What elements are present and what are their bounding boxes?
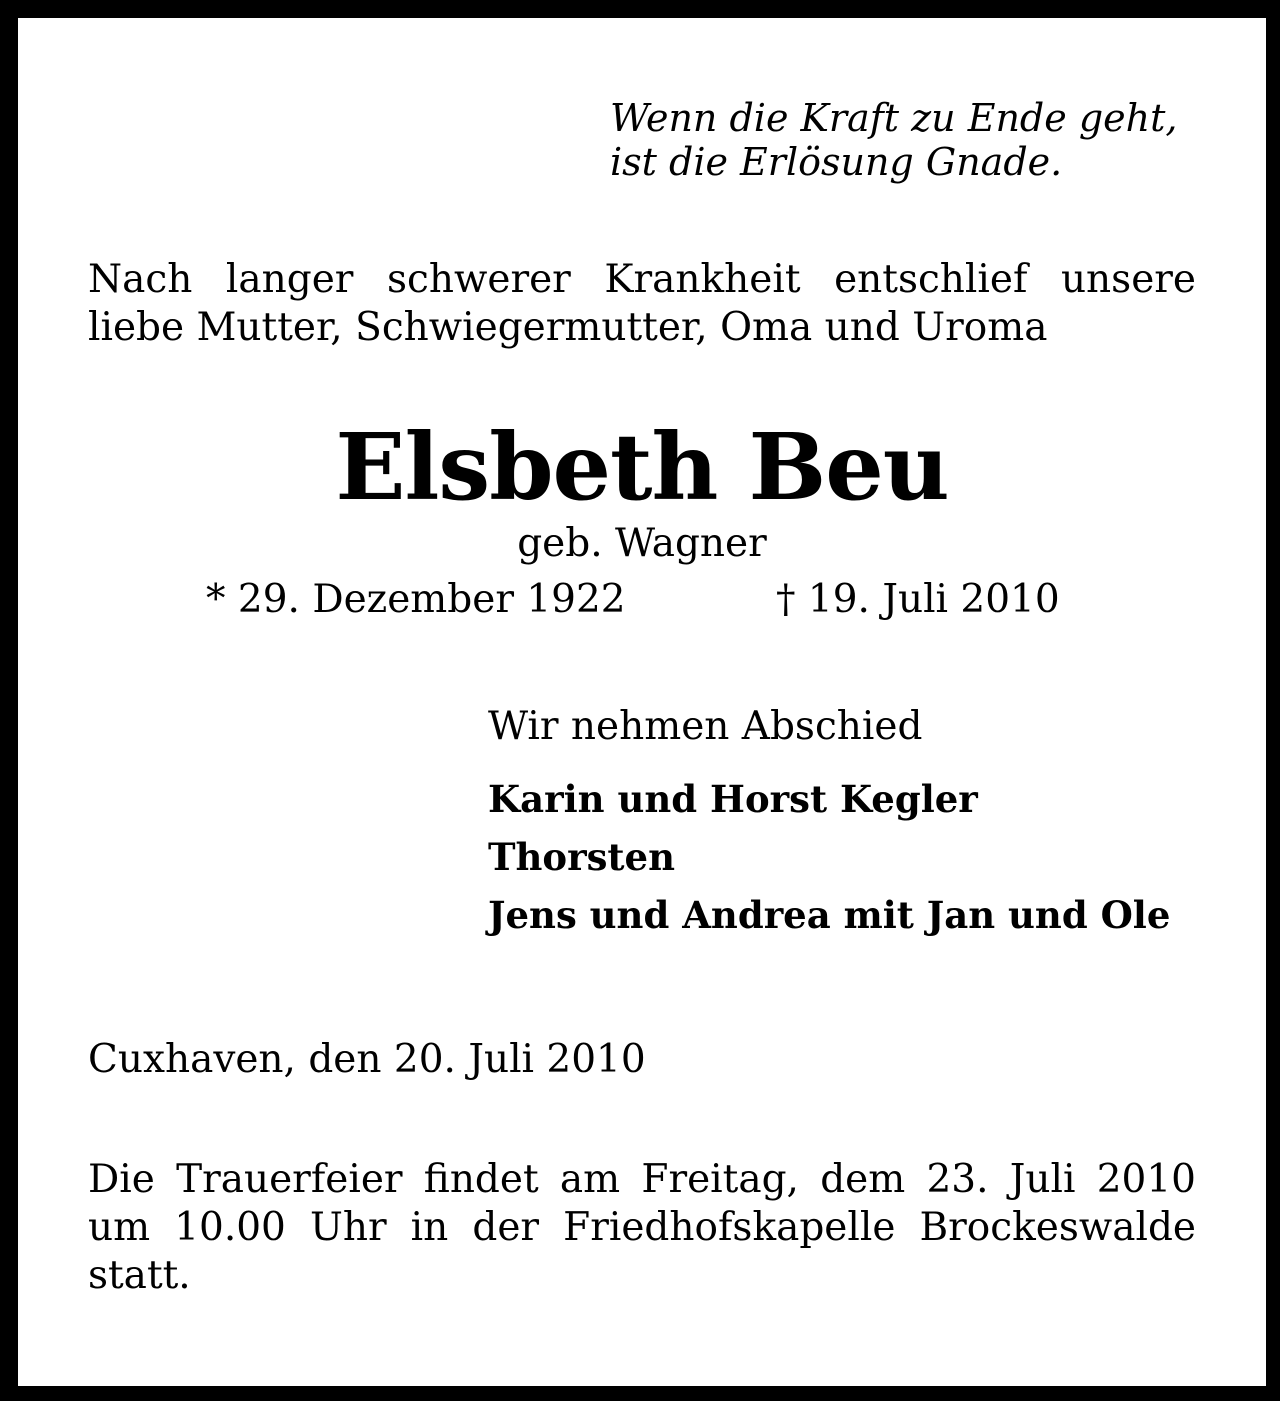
motto-quote (610, 96, 1177, 184)
intro-text (88, 256, 1196, 352)
ceremony-line-1: Die Trauerfeier findet am Freitag, dem 23. Juli 2010 (88, 1157, 1196, 1202)
funeral-ceremony-info (88, 1156, 1196, 1300)
farewell-heading: Wir nehmen Abschied (488, 704, 923, 749)
place-and-date: Cuxhaven, den 20. Juli 2010 (88, 1037, 646, 1082)
mourner-name: Thorsten (488, 835, 675, 879)
intro-line-2: liebe Mutter, Schwiegermutter, Oma und Uroma (88, 305, 1048, 350)
motto-line-2: ist die Erlösung Gnade. (610, 140, 1063, 184)
birth-date: * 29. Dezember 1922 (206, 577, 626, 622)
deceased-name: Elsbeth Beu (335, 413, 949, 521)
ceremony-line-2: um 10.00 Uhr in der Friedhofskapelle Brockeswalde (88, 1205, 1196, 1250)
maiden-name: geb. Wagner (517, 521, 767, 566)
mourner-name: Jens und Andrea mit Jan und Ole (488, 893, 1171, 937)
mourner-list (488, 770, 1170, 944)
motto-line-1: Wenn die Kraft zu Ende geht, (610, 96, 1178, 140)
mourner-name: Karin und Horst Kegler (488, 777, 978, 821)
intro-line-1: Nach langer schwerer Krankheit entschlief unsere (88, 257, 1196, 302)
obituary-notice (18, 18, 1266, 1386)
ceremony-line-3: statt. (88, 1253, 191, 1298)
death-date: † 19. Juli 2010 (776, 577, 1060, 622)
